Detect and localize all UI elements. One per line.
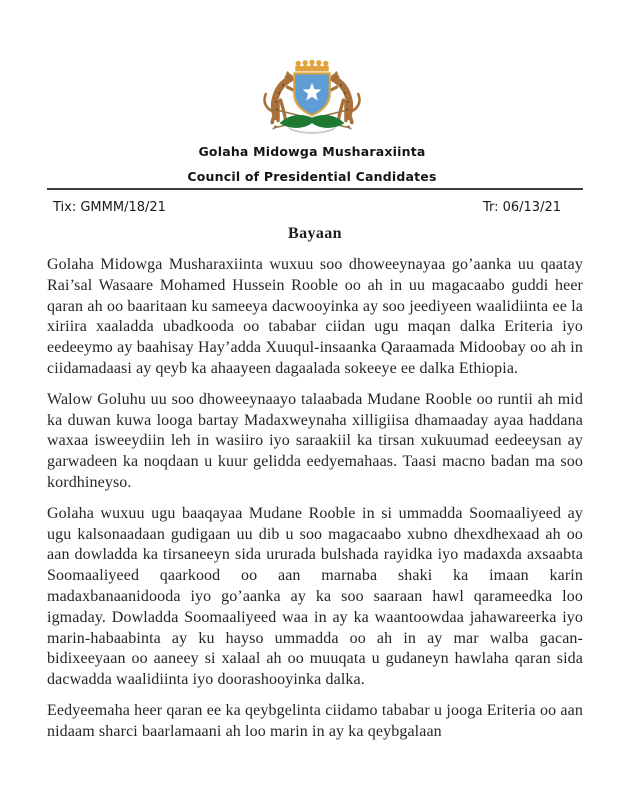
document-body — [47, 188, 583, 743]
reference-number: Tix: GMMM/18/21 — [53, 200, 166, 215]
leopard-right-icon — [328, 71, 360, 123]
meta-row — [47, 190, 583, 215]
leaves-icon — [280, 115, 345, 128]
crown-icon — [295, 60, 328, 72]
org-name-somali: Golaha Midowga Musharaxiinta — [198, 144, 426, 159]
document-title: Bayaan — [288, 225, 342, 242]
paragraph-1: Golaha Midowga Musharaxiinta wuxuu soo dhoweeynayaa go’aanka uu qaatay Rai’sal Wasaare Mohamed Hussein Rooble oo ah in uu magacaabo guddi heer qaran ah oo baaritaan ku sameeya dacwooyinka ay soo jeediyeen waalidiinta ee la xiriira xaaladda ubadkooda oo tababar ciidan ugu maqan dalka Eriteria iyo eedeeymo ay baahisay Hay’adda Xuuqul-insaanka Qaraamada Midoobay oo ah in ciidamadaasi ay qeyb ka ahaayeen dagaalada sokeeye ee dalka Ethiopia. — [47, 256, 583, 377]
date-label: Tr: 06/13/21 — [482, 200, 561, 215]
leopard-left-icon — [265, 71, 297, 123]
somalia-coat-of-arms-icon — [253, 56, 371, 140]
org-name-english: Council of Presidential Candidates — [187, 169, 437, 184]
paragraph-3: Golaha wuxuu ugu baaqayaa Mudane Rooble in si ummadda Soomaaliyeed ay ugu kalsonaadaan gudigaan uu dib u soo magacaabo xubno dhexdhexaad ah oo aan dowladda ka tirsaneeyn sida ururada bulshada rayidka iyo madaxda axsaabta Soomaaliyeed qaarkood oo aan marnaba shaki ka imaan karin madaxbanaanidooda iyo go’aanka ay ka soo saaraan hawl qarameedka loo igmaday. Dowladda Soomaaliyeed waa in ay ka waantoowdaa jahawareerka iyo marin-habaabinta ay ku hayso ummadda oo ah in ay mar walba gacan-bidixeeyaan oo aaneey si xalaal ah oo muuqata u gudaneyn hawlaha qaran sida dacwadda waalidiinta iyo doorashooyinka dalka. — [47, 504, 583, 689]
paragraph-4: Eedyeemaha heer qaran ee ka qeybgelinta ciidamo tababar u jooga Eriteria oo aan nidaam sharci baarlamaani ah loo marin in ay ka qeybgalaan — [47, 701, 583, 740]
paragraph-2: Walow Goluhu uu soo dhoweeynaayo talaabada Mudane Rooble oo runtii ah mid ka duwan kuwa looga bartay Madaxweynaha xilligiisa dhamaaday ayaa haddana waxaa isweeydiin leh in wasiiro iyo saraakiil ka tirsan xukuumad eedeeysan ay garwadeen ka noqdaan u kuur gelidda eedyemahaas. Taasi macno badan ma soo kordhineyso. — [47, 390, 583, 491]
ribbon-icon — [288, 128, 335, 134]
